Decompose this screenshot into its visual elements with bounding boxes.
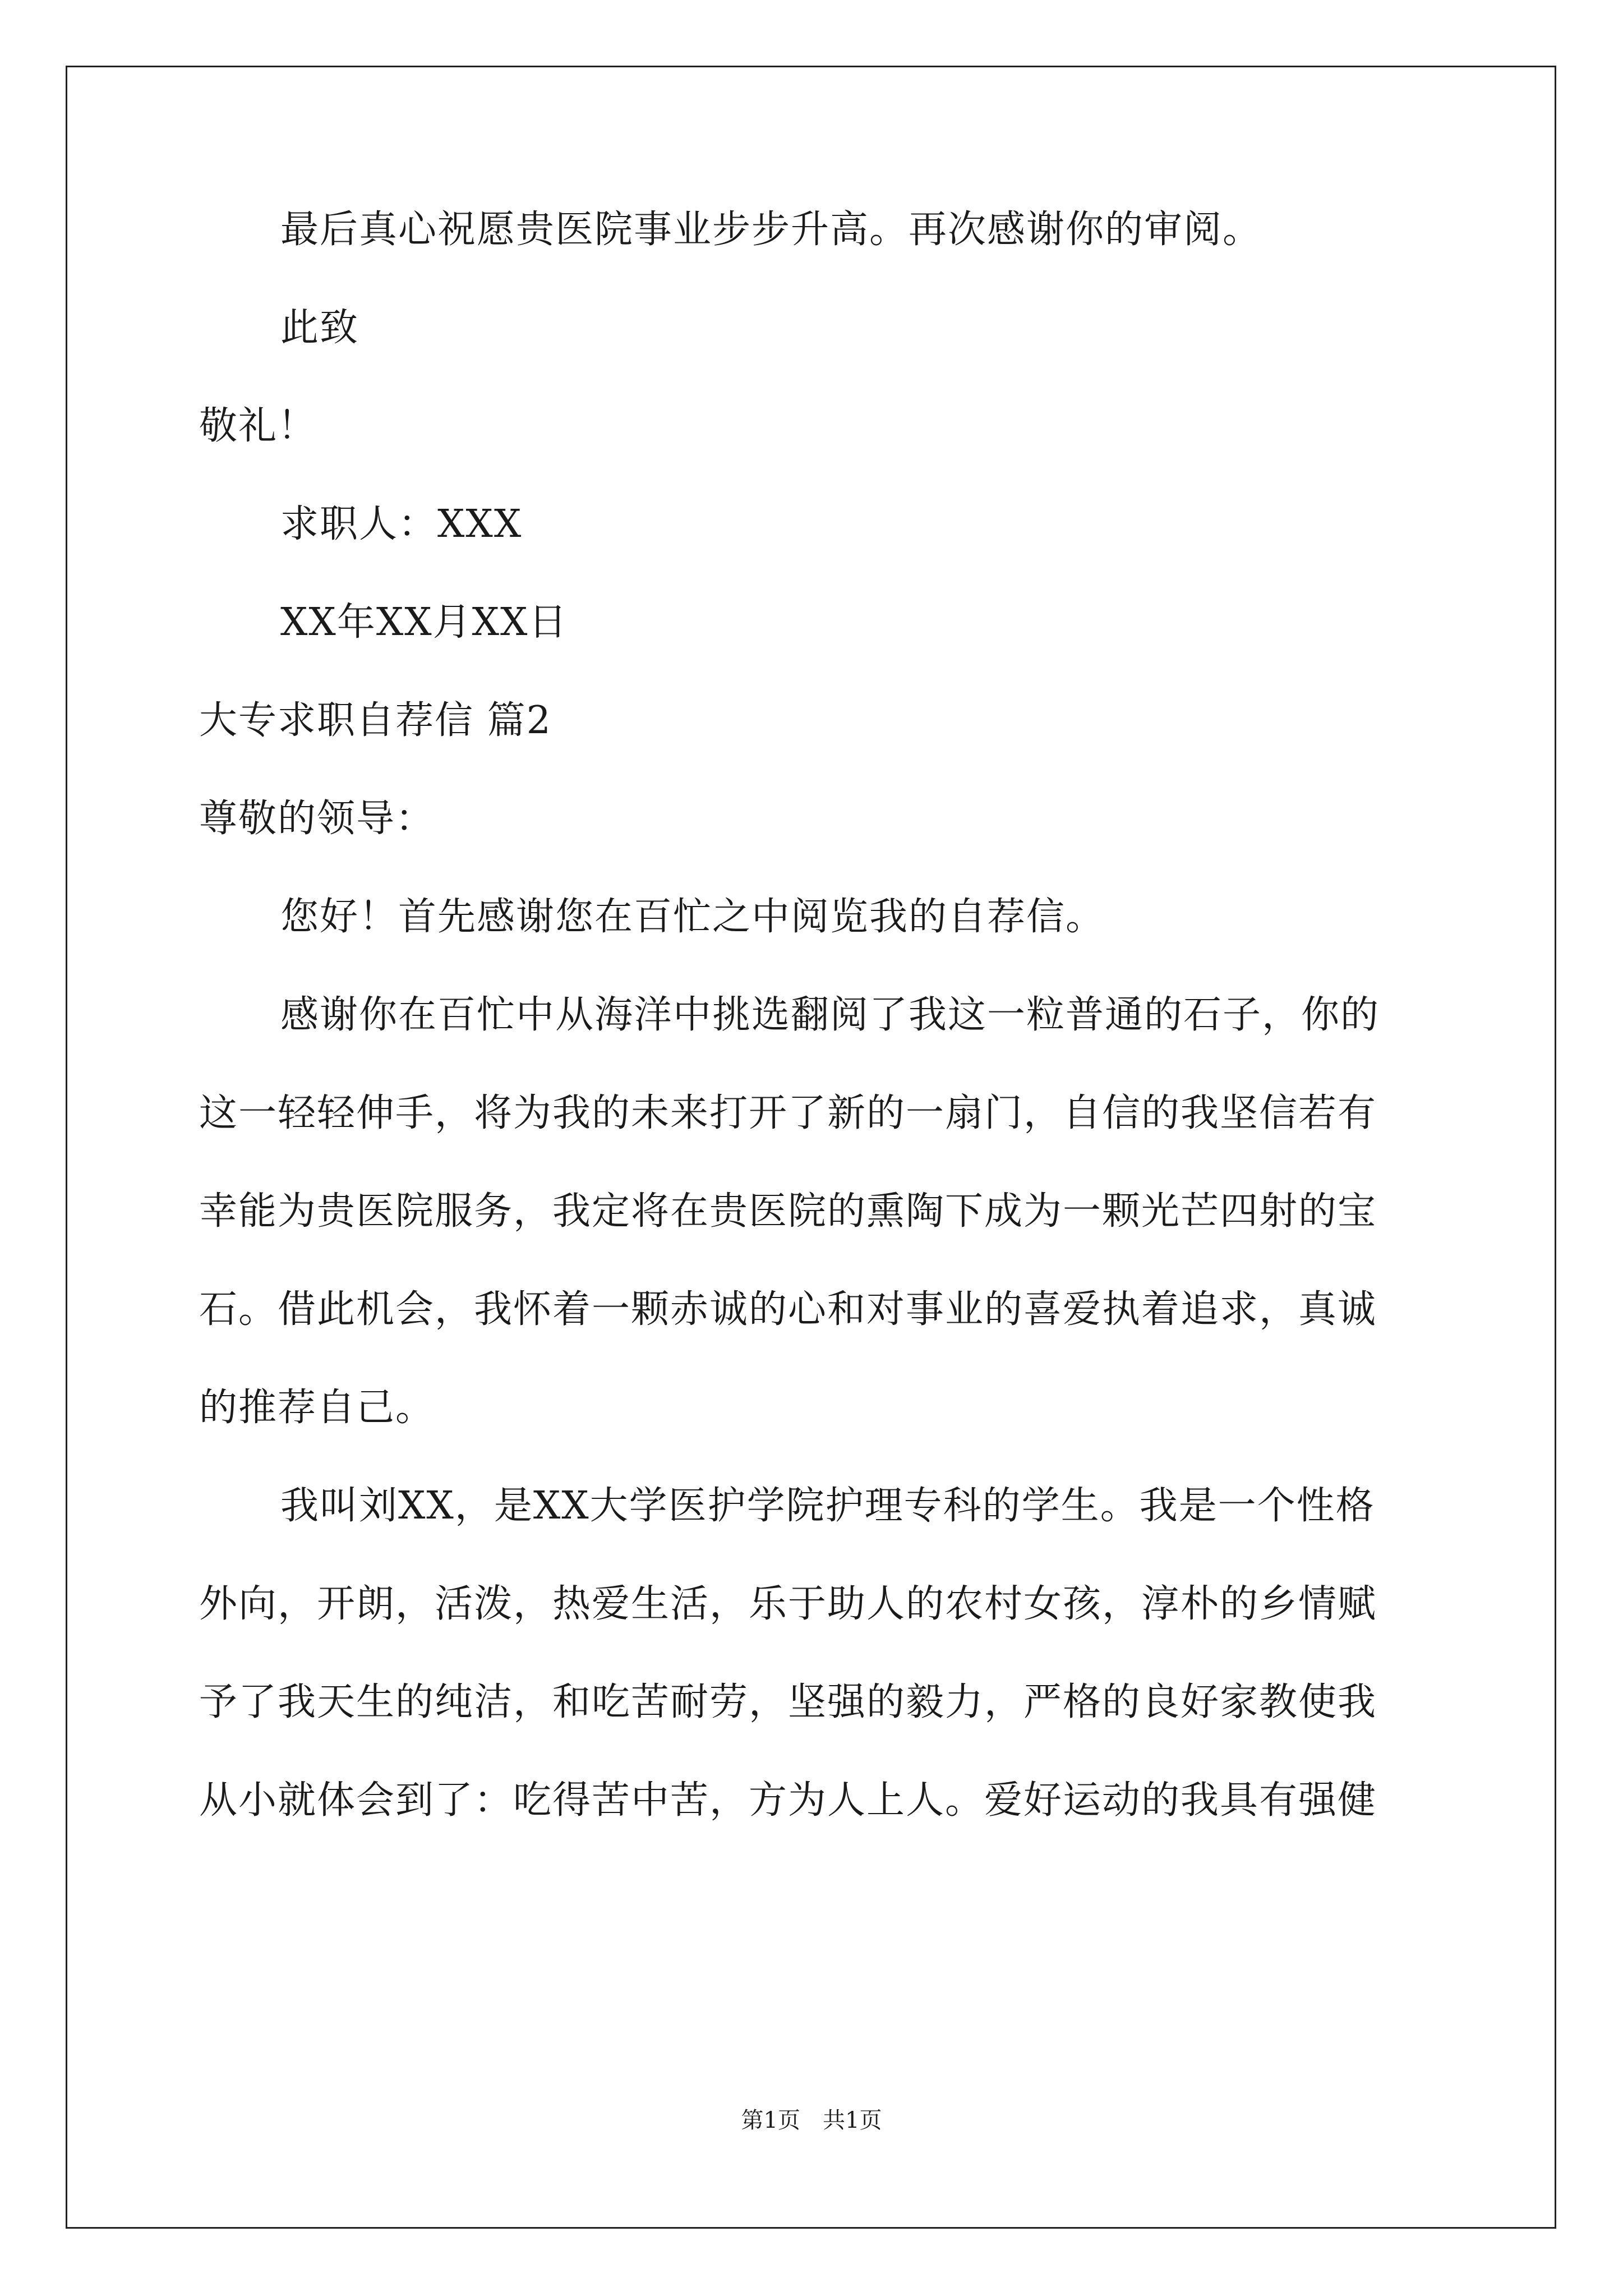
- paragraph-line: 这一轻轻伸手，将为我的未来打开了新的一扇门，自信的我坚信若有: [199, 1091, 1377, 1135]
- letter-date: XX年XX月XX日: [280, 600, 568, 645]
- paragraph-line: 从小就体会到了：吃得苦中苦，方为人上人。爱好运动的我具有强健: [199, 1778, 1377, 1823]
- paragraph-line: 的推荐自己。: [199, 1386, 435, 1430]
- closing-wish-line: 最后真心祝愿贵医院事业步步升高。再次感谢你的审阅。: [280, 208, 1262, 252]
- paragraph-line: 石。借此机会，我怀着一颗赤诚的心和对事业的喜爱执着追求，真诚: [199, 1287, 1377, 1332]
- salutation-jingli: 敬礼！: [199, 404, 317, 448]
- paragraph-line: 予了我天生的纯洁，和吃苦耐劳，坚强的毅力，严格的良好家教使我: [199, 1680, 1377, 1724]
- section-heading: 大专求职自荐信 篇2: [199, 698, 552, 743]
- salutation-cizhi: 此致: [280, 306, 359, 350]
- paragraph-line: 感谢你在百忙中从海洋中挑选翻阅了我这一粒普通的石子，你的: [280, 993, 1380, 1037]
- paragraph-line: 我叫刘XX，是XX大学医护学院护理专科的学生。我是一个性格: [280, 1484, 1375, 1528]
- applicant-signature: 求职人：XXX: [280, 502, 523, 546]
- page-number-footer: 第1页 共1页: [741, 2108, 882, 2133]
- greeting-line: 尊敬的领导：: [199, 797, 435, 841]
- page-border: [66, 66, 1556, 2229]
- paragraph-line: 外向，开朗，活泼，热爱生活，乐于助人的农村女孩，淳朴的乡情赋: [199, 1582, 1377, 1626]
- paragraph-line: 幸能为贵医院服务，我定将在贵医院的熏陶下成为一颗光芒四射的宝: [199, 1189, 1377, 1234]
- opening-line: 您好！首先感谢您在百忙之中阅览我的自荐信。: [280, 895, 1105, 939]
